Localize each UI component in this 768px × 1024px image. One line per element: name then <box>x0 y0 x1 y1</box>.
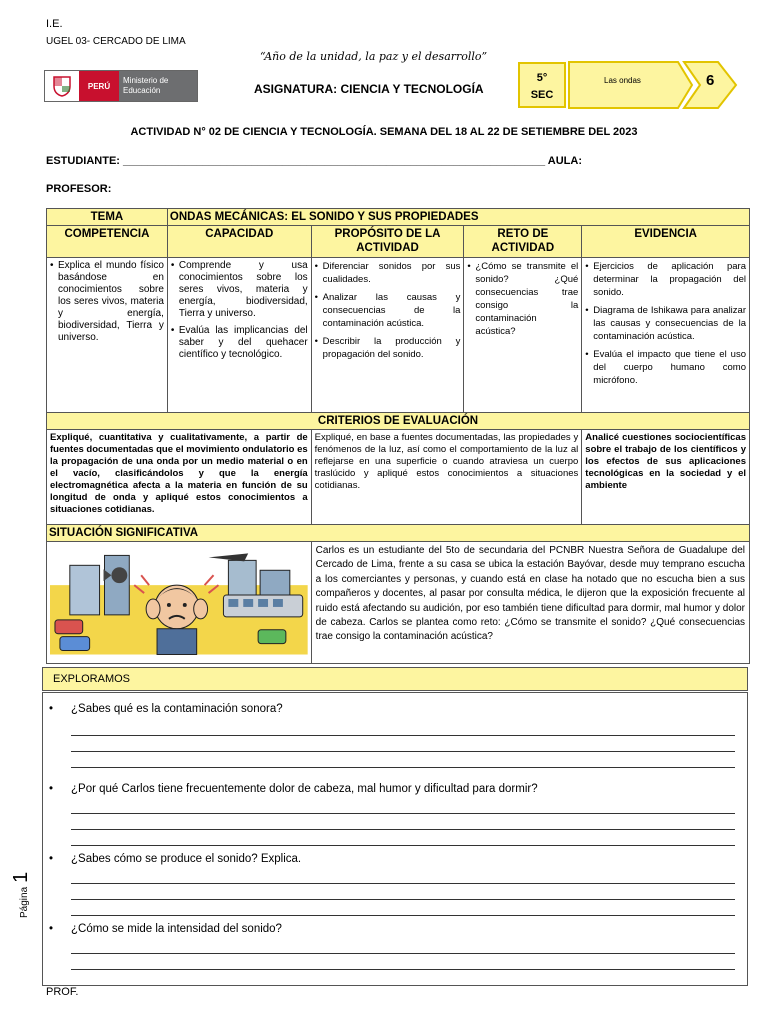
subject-title: ASIGNATURA: CIENCIA Y TECNOLOGÍA <box>254 82 484 96</box>
proposito-cell <box>311 258 464 413</box>
ugel-label: UGEL 03- CERCADO DE LIMA <box>46 36 186 47</box>
competencia-cell <box>47 258 168 413</box>
criterios-header: CRITERIOS DE EVALUACIÓN <box>47 413 750 430</box>
list-item: • Comprende y usa conocimientos sobre los seres vivos, materia y energía, biodiversidad, Tierra y universo. <box>171 260 308 320</box>
ministry-logo <box>44 70 198 102</box>
grade-level: SEC <box>530 89 554 101</box>
answer-line[interactable] <box>71 899 735 900</box>
list-item: • ¿Cómo se transmite el sonido? ¿Qué consecuencias trae consigo la contaminación acústica? <box>467 260 578 338</box>
page-number <box>10 872 33 918</box>
evidencia-cell <box>582 258 750 413</box>
unit-label: Las ondas <box>604 76 641 85</box>
header-competencia: COMPETENCIA <box>47 226 168 258</box>
answer-line[interactable] <box>71 767 735 768</box>
criterio-3: Analicé cuestiones sociocientíficas sobre el trabajo de los científicos y los efectos de sus aplicaciones tecnológicas en la sociedad y el ambiente <box>582 430 750 525</box>
situacion-header: SITUACIÓN SIGNIFICATIVA <box>47 525 750 542</box>
answer-line[interactable] <box>71 751 735 752</box>
capacidad-cell <box>167 258 311 413</box>
ministry-name: Ministerio de Educación <box>119 71 197 101</box>
answer-line[interactable] <box>71 845 735 846</box>
year-motto: “Año de la unidad, la paz y el desarrollo” <box>260 50 488 63</box>
peru-label: PERÚ <box>79 71 119 101</box>
question-text: ¿Cómo se mide la intensidad del sonido? <box>71 923 282 935</box>
activity-title: ACTIVIDAD N° 02 DE CIENCIA Y TECNOLOGÍA. SEMANA DEL 18 AL 22 DE SETIEMBRE DEL 2023 <box>130 126 638 138</box>
page-number-value: 1 <box>10 871 32 883</box>
answer-line[interactable] <box>71 883 735 884</box>
answer-line[interactable] <box>71 969 735 970</box>
header-capacidad: CAPACIDAD <box>167 226 311 258</box>
prof-signature-label: PROF. <box>46 986 79 998</box>
answer-line[interactable] <box>71 813 735 814</box>
criterio-2: Expliqué, en base a fuentes documentadas, las propiedades y fenómenos de la luz, así como el comportamiento de la luz al reflejarse en una superficie o cuando atraviesa un cuerpo traslúcido y apliqué estos conocimientos a situaciones cotidianas. <box>311 430 582 525</box>
coat-of-arms-icon <box>45 71 79 101</box>
school-label: I.E. <box>46 18 63 30</box>
questions-box: • ¿Sabes qué es la contaminación sonora? • ¿Por qué Carlos tiene frecuentemente dolor de cabeza, mal humor y dificultad para dormir? • ¿Sabes cómo se produce el sonido? Explica. • ¿Cómo se mide la intensidad del sonido? <box>42 692 748 986</box>
header-evidencia: EVIDENCIA <box>582 226 750 258</box>
question-text: ¿Por qué Carlos tiene frecuentemente dolor de cabeza, mal humor y dificultad para dormir? <box>71 783 538 795</box>
grade-box <box>518 62 566 108</box>
teacher-field[interactable]: PROFESOR: <box>46 183 112 195</box>
exploramos-header: EXPLORAMOS <box>42 667 748 691</box>
noisy-city-illustration <box>50 545 308 655</box>
header-reto: RETO DE ACTIVIDAD <box>464 226 582 258</box>
question-text: ¿Sabes cómo se produce el sonido? Explica. <box>71 853 302 865</box>
question-text: ¿Sabes qué es la contaminación sonora? <box>71 703 283 715</box>
answer-line[interactable] <box>71 735 735 736</box>
list-item: • Evalúa el impacto que tiene el uso del cuerpo humano como micrófono. <box>585 348 746 387</box>
tema-label: TEMA <box>47 209 168 226</box>
tema-value: ONDAS MECÁNICAS: EL SONIDO Y SUS PROPIEDADES <box>167 209 749 226</box>
reto-cell <box>464 258 582 413</box>
list-item: • Diagrama de Ishikawa para analizar las causas y consecuencias de la contaminación acústica. <box>585 304 746 343</box>
header-proposito: PROPÓSITO DE LA ACTIVIDAD <box>311 226 464 258</box>
list-item: • Describir la producción y propagación del sonido. <box>315 335 461 361</box>
activity-table <box>46 208 750 664</box>
noise-illustration <box>47 542 312 664</box>
situacion-text: Carlos es un estudiante del 5to de secundaria del PCNBR Nuestra Señora de Guadalupe del Cercado de Lima, frente a su casa se ubica la estación Bayóvar, desde muy temprano escucha a los comerciantes y personas, y cuando está en clase ha notado que no escucha bien a sus compañeros y docentes, al pasar por consulta médica, le dijeron que la exposición frecuente al ruido está afectando su audición, por eso también tiene dificultad para dormir, mal humor y dolor de cabeza. Carlos se plantea como reto: ¿Cómo se transmite el sonido? ¿Qué consecuencias trae consigo la contaminación acústica? <box>311 542 749 664</box>
list-item: • Analizar las causas y consecuencias de la contaminación acústica. <box>315 291 461 330</box>
student-field[interactable]: ESTUDIANTE: _____________________________________________________________________ AULA: <box>46 155 582 167</box>
answer-line[interactable] <box>71 829 735 830</box>
list-item: • Ejercicios de aplicación para determinar la propagación del sonido. <box>585 260 746 299</box>
criterio-1: Expliqué, cuantitativa y cualitativamente, a partir de fuentes documentadas que el movimiento ondulatorio es la propagación de una onda por un medio material o en el vacío, clasificándolos y que la energía electromagnética afecta a la materia en función de su longitud de onda y apliqué estos conocimientos a situaciones cotidianas. <box>47 430 312 525</box>
answer-line[interactable] <box>71 953 735 954</box>
answer-line[interactable] <box>71 915 735 916</box>
page-label: Página <box>19 886 30 918</box>
list-item: • Evalúa las implicancias del saber y del quehacer científico y tecnológico. <box>171 325 308 361</box>
list-item: • Explica el mundo físico basándose en conocimientos sobre los seres vivos, materia y energía, biodiversidad, Tierra y universo. <box>50 260 164 344</box>
unit-number: 6 <box>706 72 715 89</box>
list-item: • Diferenciar sonidos por sus cualidades. <box>315 260 461 286</box>
grade-number: 5° <box>536 72 548 84</box>
